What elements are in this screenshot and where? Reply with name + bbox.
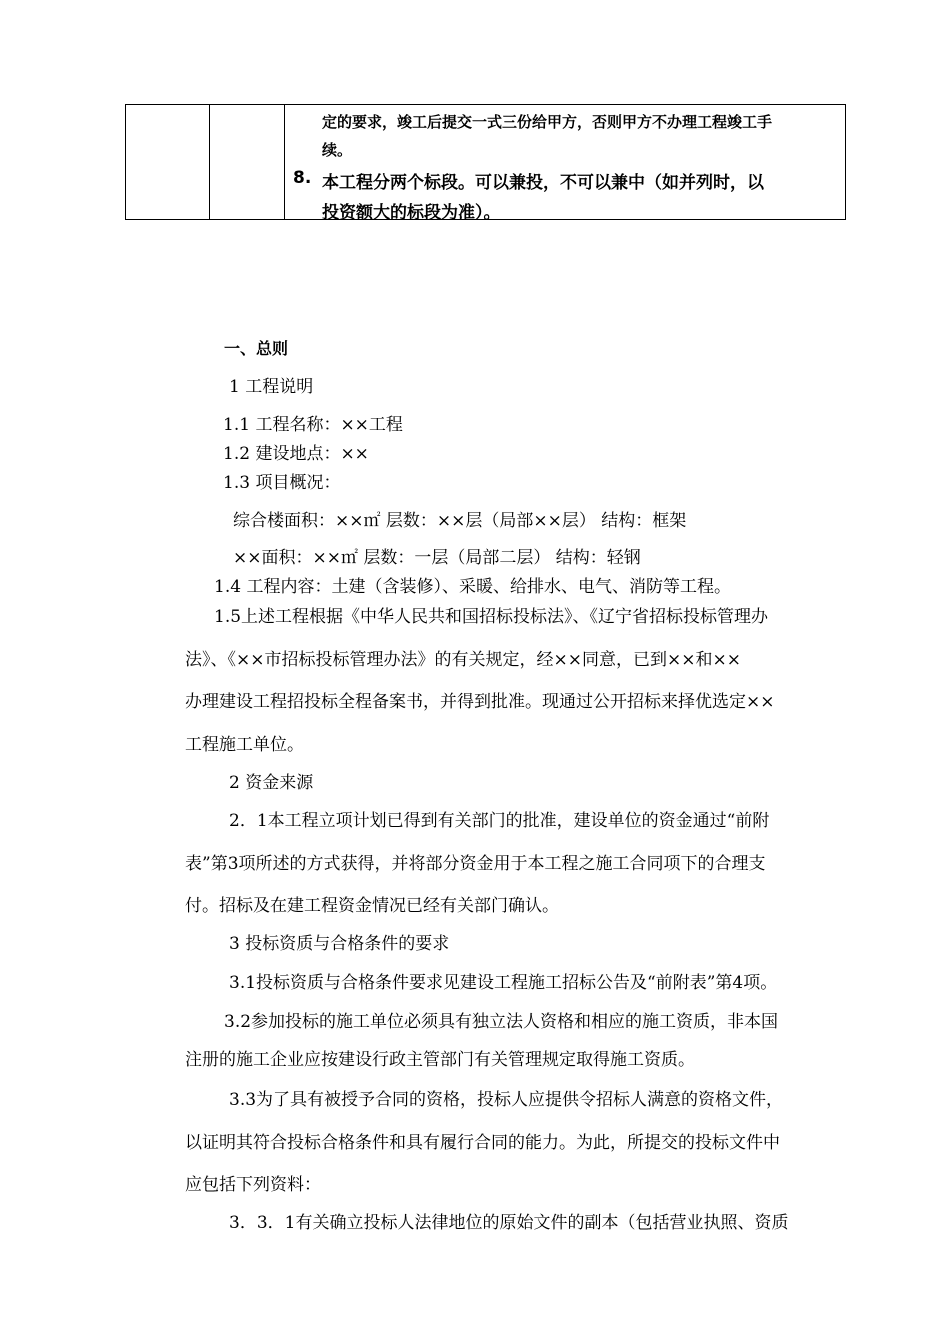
body-line: 综合楼面积：××㎡ 层数：××层（局部××层） 结构：框架 (233, 511, 687, 531)
body-line: 法》、《××市招标投标管理办法》的有关规定，经××同意，已到××和×× (185, 650, 741, 670)
body-line: 以证明其符合投标合格条件和具有履行合同的能力。为此，所提交的投标文件中 (185, 1133, 780, 1153)
table-text-line: 续。 (322, 141, 353, 159)
body-line: 1.3 项目概况： (223, 473, 341, 493)
body-line: 应包括下列资料： (185, 1175, 321, 1195)
body-line: 3.3为了具有被授予合同的资格，投标人应提供令招标人满意的资格文件， (229, 1090, 784, 1110)
body-line: 2．1本工程立项计划已得到有关部门的批准，建设单位的资金通过“前附 (229, 811, 770, 831)
continuation-table (125, 104, 846, 223)
table-text-line: 定的要求，竣工后提交一式三份给甲方，否则甲方不办理工程竣工手 (322, 113, 773, 131)
body-line: 工程施工单位。 (185, 735, 304, 755)
table-column-divider (284, 105, 285, 219)
table-content-cell (286, 105, 839, 223)
subsection-heading: 1 工程说明 (229, 377, 314, 397)
subsection-heading: 3 投标资质与合格条件的要求 (229, 934, 450, 954)
table-item-number: 8. (293, 168, 312, 188)
body-line: 1.4 工程内容：土建（含装修）、采暖、给排水、电气、消防等工程。 (214, 577, 731, 597)
table-text-line: 本工程分两个标段。可以兼投，不可以兼中（如并列时，以 (322, 173, 764, 193)
body-line: ××面积：××㎡ 层数：一层（局部二层） 结构：轻钢 (233, 548, 641, 568)
body-line: 1.5上述工程根据《中华人民共和国招标投标法》、《辽宁省招标投标管理办 (214, 607, 769, 627)
body-line: 1.1 工程名称：××工程 (223, 415, 403, 435)
body-line: 3.2参加投标的施工单位必须具有独立法人资格和相应的施工资质，非本国 (224, 1012, 779, 1032)
table-column-divider (209, 105, 210, 219)
body-line: 表”第3项所述的方式获得，并将部分资金用于本工程之施工合同项下的合理支 (185, 854, 766, 874)
subsection-heading: 2 资金来源 (229, 773, 314, 793)
table-text-line: 投资额大的标段为准）。 (322, 203, 501, 223)
body-line: 1.2 建设地点：×× (223, 444, 369, 464)
body-line: 注册的施工企业应按建设行政主管部门有关管理规定取得施工资质。 (185, 1050, 695, 1070)
body-line: 3.1投标资质与合格条件要求见建设工程施工招标公告及“前附表”第4项。 (229, 973, 778, 993)
body-line: 3．3．1有关确立投标人法律地位的原始文件的副本（包括营业执照、资质 (229, 1213, 789, 1233)
body-line: 办理建设工程招投标全程备案书，并得到批准。现通过公开招标来择优选定×× (185, 692, 775, 712)
section-title: 一、总则 (224, 339, 289, 358)
body-line: 付。招标及在建工程资金情况已经有关部门确认。 (185, 896, 559, 916)
